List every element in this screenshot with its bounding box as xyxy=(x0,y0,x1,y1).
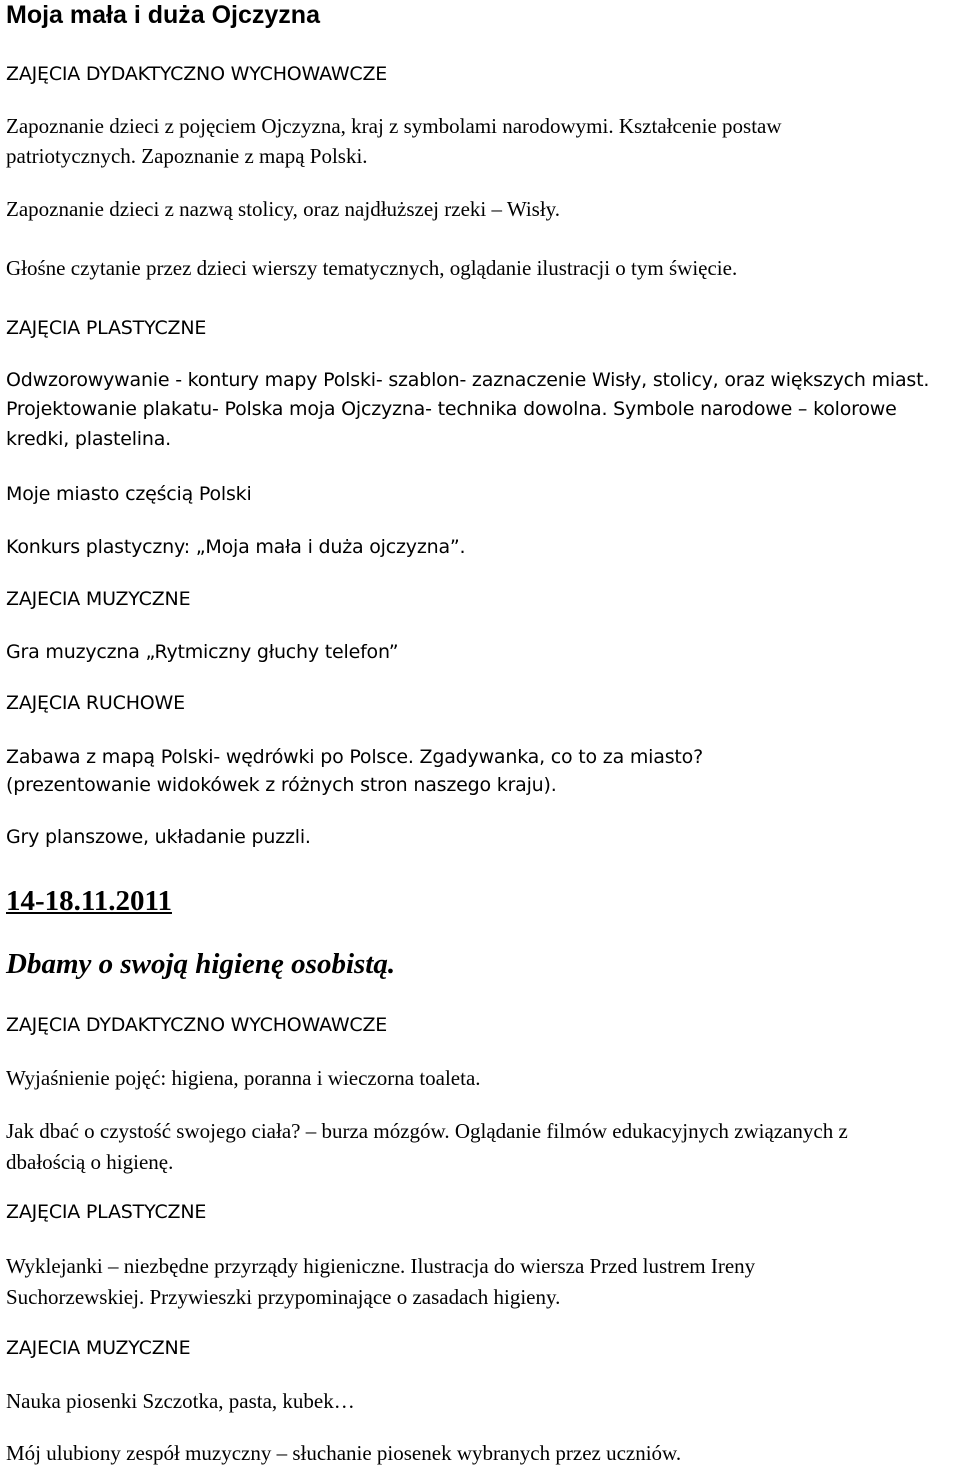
paragraph-line: Wyjaśnienie pojęć: higiena, poranna i wieczorna toaleta. xyxy=(6,1066,481,1090)
paragraph-line: (prezentowanie widokówek z różnych stron naszego kraju). xyxy=(6,774,557,796)
section-heading-music: ZAJECIA MUZYCZNE xyxy=(6,588,191,610)
section-heading-music: ZAJECIA MUZYCZNE xyxy=(6,1337,191,1359)
section-heading-didactic: ZAJĘCIA DYDAKTYCZNO WYCHOWAWCZE xyxy=(6,1014,388,1036)
paragraph-line: Konkurs plastyczny: „Moja mała i duża ojczyzna”. xyxy=(6,536,466,558)
section-heading-art: ZAJĘCIA PLASTYCZNE xyxy=(6,1201,207,1223)
date-heading: 14-18.11.2011 xyxy=(6,885,172,917)
paragraph-line: Gra muzyczna „Rytmiczny głuchy telefon” xyxy=(6,641,399,663)
paragraph-line: dbałością o higienę. xyxy=(6,1150,174,1174)
paragraph-line: kredki, plastelina. xyxy=(6,428,172,450)
paragraph-line: Zapoznanie dzieci z pojęciem Ojczyzna, kraj z symbolami narodowymi. Kształcenie postaw xyxy=(6,114,782,138)
paragraph-line: Moje miasto częścią Polski xyxy=(6,483,252,505)
page-title: Moja mała i duża Ojczyzna xyxy=(6,1,320,29)
paragraph-line: Zapoznanie dzieci z nazwą stolicy, oraz najdłuższej rzeki – Wisły. xyxy=(6,197,561,221)
paragraph-line: patriotycznych. Zapoznanie z mapą Polski. xyxy=(6,144,368,168)
paragraph-line: Mój ulubiony zespół muzyczny – słuchanie piosenek wybranych przez uczniów. xyxy=(6,1441,682,1465)
paragraph-line: Wyklejanki – niezbędne przyrządy higieniczne. Ilustracja do wiersza Przed lustrem Ireny xyxy=(6,1254,756,1278)
paragraph-line: Nauka piosenki Szczotka, pasta, kubek… xyxy=(6,1389,355,1413)
topic-heading: Dbamy o swoją higienę osobistą. xyxy=(6,948,396,980)
paragraph-line: Odwzorowywanie - kontury mapy Polski- szablon- zaznaczenie Wisły, stolicy, oraz większych miast. xyxy=(6,369,930,391)
section-heading-art: ZAJĘCIA PLASTYCZNE xyxy=(6,317,207,339)
paragraph-line: Zabawa z mapą Polski- wędrówki po Polsce. Zgadywanka, co to za miasto? xyxy=(6,746,703,768)
paragraph-line: Jak dbać o czystość swojego ciała? – burza mózgów. Oglądanie filmów edukacyjnych związanych z xyxy=(6,1119,848,1143)
paragraph-line: Suchorzewskiej. Przywieszki przypominające o zasadach higieny. xyxy=(6,1285,561,1309)
paragraph-line: Głośne czytanie przez dzieci wierszy tematycznych, oglądanie ilustracji o tym święcie. xyxy=(6,256,738,280)
section-heading-didactic: ZAJĘCIA DYDAKTYCZNO WYCHOWAWCZE xyxy=(6,63,388,85)
paragraph-line: Gry planszowe, układanie puzzli. xyxy=(6,826,311,848)
section-heading-movement: ZAJĘCIA RUCHOWE xyxy=(6,692,185,714)
paragraph-line: Projektowanie plakatu- Polska moja Ojczyzna- technika dowolna. Symbole narodowe – kolorowe xyxy=(6,398,897,420)
